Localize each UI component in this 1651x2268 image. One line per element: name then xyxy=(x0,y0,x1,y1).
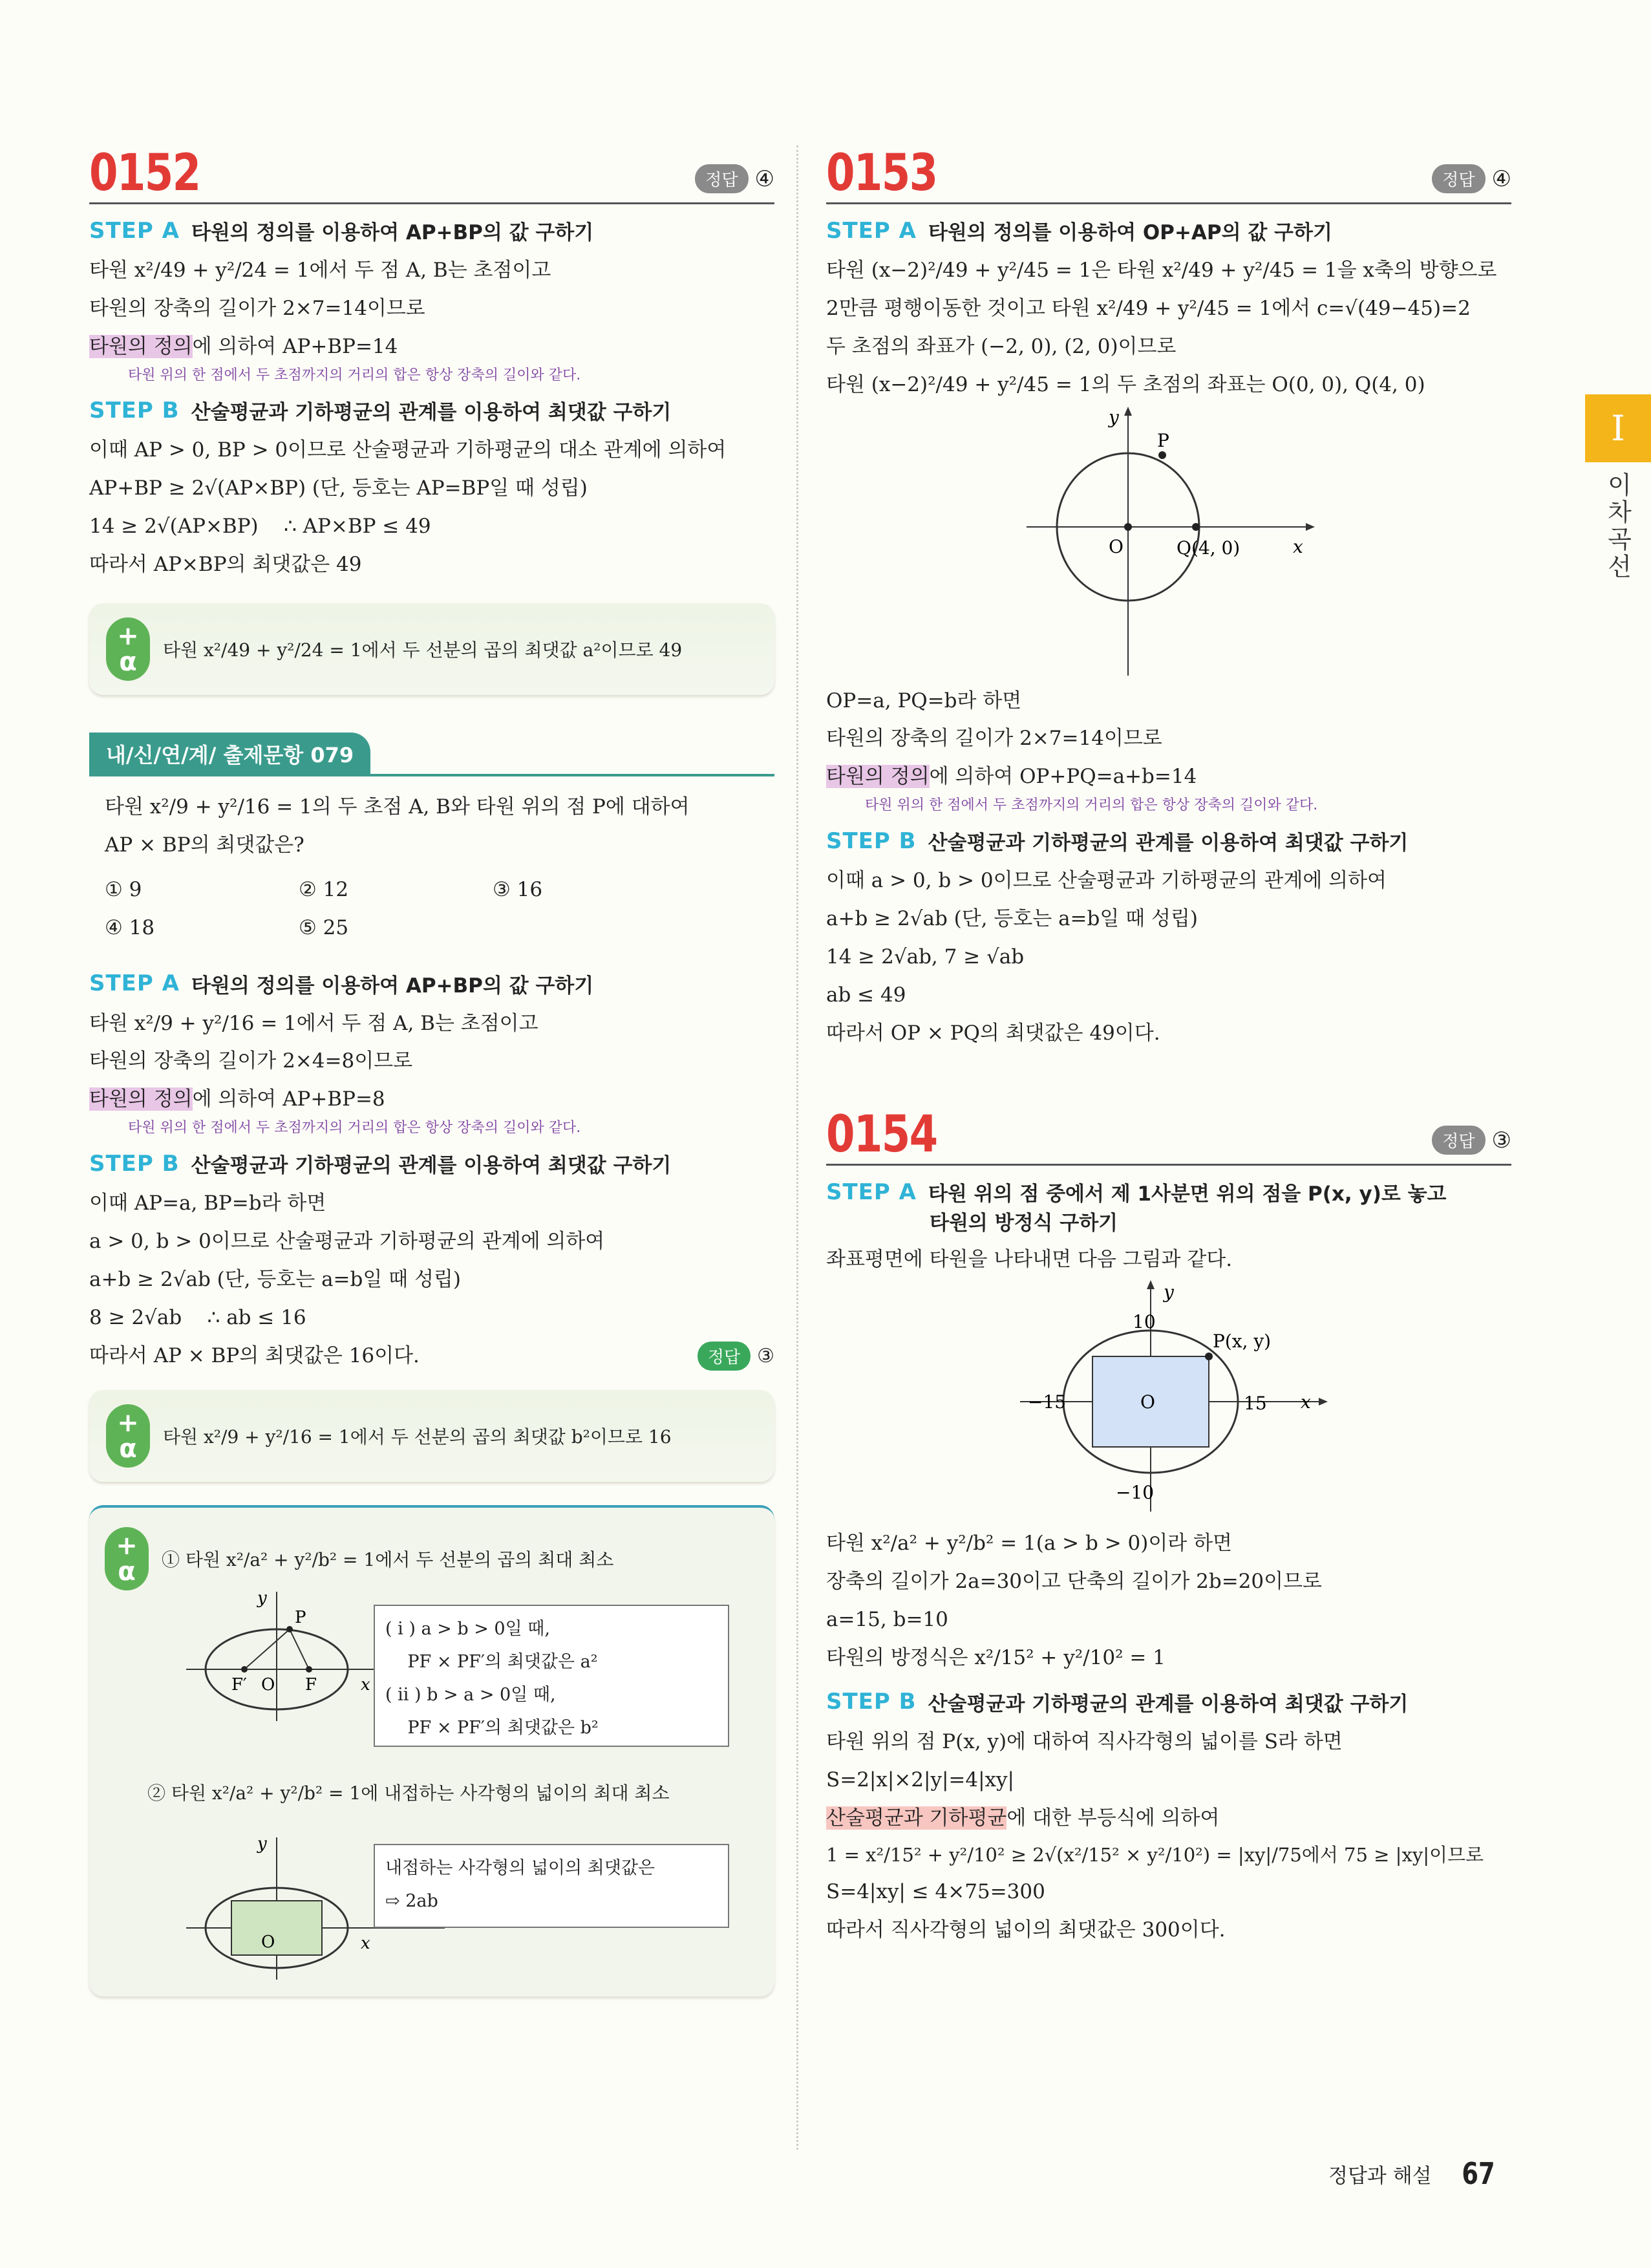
solution-line: 타원 (x−2)²/49 + y²/45 = 1은 타원 x²/49 + y²/45 = 1을 x축의 방향으로 xyxy=(826,259,1497,282)
tip-text: 타원 x²/49 + y²/24 = 1에서 두 선분의 곱의 최댓값 a²이므로 49 xyxy=(163,639,683,661)
plus-alpha-tip xyxy=(89,1390,774,1482)
step-title: 타원의 정의를 이용하여 AP+BP의 값 구하기 xyxy=(191,974,594,998)
solution-line: 타원의 장축의 길이가 2×7=14이므로 xyxy=(826,727,1162,751)
answer-pill: 정답 xyxy=(1432,164,1485,193)
step-title: 타원의 정의를 이용하여 AP+BP의 값 구하기 xyxy=(191,221,594,244)
answer-tag xyxy=(1432,1126,1511,1155)
solution-line: 따라서 직사각형의 넓이의 최댓값은 300이다. xyxy=(826,1918,1226,1942)
step-tag: STEP B xyxy=(826,1689,917,1715)
step-tag: STEP B xyxy=(89,397,180,423)
solution-line: 이때 AP > 0, BP > 0이므로 산술평균과 기하평균의 대소 관계에 의하여 xyxy=(89,438,727,462)
problem-0153-header xyxy=(826,129,1511,204)
question-079 xyxy=(89,776,774,959)
solution-line: a > 0, b > 0이므로 산술평균과 기하평균의 관계에 의하여 xyxy=(89,1229,605,1253)
step-tag: STEP A xyxy=(89,217,180,244)
section-079-bar xyxy=(89,734,774,776)
step-title: 산술평균과 기하평균의 관계를 이용하여 최댓값 구하기 xyxy=(928,1692,1409,1716)
step-tag: STEP B xyxy=(89,1150,180,1177)
solution-line: 1 = x²/15² + y²/10² ≥ 2√(x²/15² × y²/10²) = |xy|/75에서 75 ≥ |xy|이므로 xyxy=(826,1843,1484,1866)
step-b xyxy=(89,1149,774,1178)
highlight-term: 산술평균과 기하평균 xyxy=(826,1806,1007,1830)
axis-label-x: x xyxy=(361,1933,370,1953)
solution-line: 이때 a > 0, b > 0이므로 산술평균과 기하평균의 관계에 의하여 xyxy=(826,869,1387,893)
answer-value: ④ xyxy=(1491,166,1511,192)
step-title: 타원의 정의를 이용하여 OP+AP의 값 구하기 xyxy=(928,221,1332,244)
answer-value: ③ xyxy=(757,1344,774,1367)
step-a xyxy=(826,1177,1511,1206)
step-title: 타원 위의 점 중에서 제 1사분면 위의 점을 P(x, y)로 놓고 xyxy=(928,1182,1447,1206)
solution-line: 2만큼 평행이동한 것이고 타원 x²/49 + y²/45 = 1에서 c=√(49−45)=2 xyxy=(826,296,1471,320)
solution-line: S=4|xy| ≤ 4×75=300 xyxy=(826,1879,1045,1903)
step-tag: STEP A xyxy=(89,970,180,997)
origin-label: O xyxy=(1140,1391,1155,1413)
answer-tag xyxy=(695,164,774,193)
origin-label: O xyxy=(261,1932,275,1952)
highlight-term: 타원의 정의 xyxy=(89,1087,193,1111)
solution-line: 타원 x²/9 + y²/16 = 1에서 두 점 A, B는 초점이고 xyxy=(89,1011,538,1035)
column-divider xyxy=(796,145,798,2150)
choice: ② 12 xyxy=(299,877,349,901)
origin-label: O xyxy=(261,1674,275,1695)
axis-label-y: y xyxy=(1109,406,1119,428)
solution-line: a=15, b=10 xyxy=(826,1608,948,1632)
tick-label-right: 15 xyxy=(1244,1393,1267,1415)
step-a xyxy=(826,216,1511,245)
origin-label: O xyxy=(1109,535,1124,557)
solution-line: AP+BP ≥ 2√(AP×BP) (단, 등호는 AP=BP일 때 성립) xyxy=(89,476,588,500)
choice: ③ 16 xyxy=(493,877,543,901)
axis-label-y: y xyxy=(257,1588,267,1608)
step-a xyxy=(89,216,774,245)
choice: ⑤ 25 xyxy=(299,915,349,939)
question-line: 타원 x²/9 + y²/16 = 1의 두 초점 A, B와 타원 위의 점 P에 대하여 xyxy=(105,795,690,819)
answer-pill: 정답 xyxy=(698,1342,751,1371)
point-label-p: P xyxy=(295,1607,306,1627)
solution-line: 14 ≥ 2√ab, 7 ≥ √ab xyxy=(826,945,1025,968)
point-label-f: F xyxy=(305,1674,317,1695)
point-label-q: Q(4, 0) xyxy=(1177,537,1241,559)
solution-line: OP=a, PQ=b라 하면 xyxy=(826,689,1022,712)
tip-item-2: ② 타원 x²/a² + y²/b² = 1에 내접하는 사각형의 넓이의 최대 최소 xyxy=(147,1782,670,1804)
solution-line: 타원 (x−2)²/49 + y²/45 = 1의 두 초점의 좌표는 O(0, 0), Q(4, 0) xyxy=(826,372,1425,396)
step-tag: STEP B xyxy=(826,828,917,854)
highlight-line xyxy=(826,1799,1511,1837)
page-number: 67 xyxy=(1461,2156,1495,2191)
problem-number: 0154 xyxy=(826,1106,937,1164)
plus-alpha-tip xyxy=(89,603,774,695)
plus-alpha-icon: + α xyxy=(106,1404,150,1468)
plus-alpha-big-tip xyxy=(89,1505,774,1996)
solution-line: a+b ≥ 2√ab (단, 등호는 a=b일 때 성립) xyxy=(826,906,1198,930)
step-b xyxy=(826,1687,1511,1717)
step-tag: STEP A xyxy=(826,217,917,244)
definition-note: 타원 위의 한 점에서 두 초점까지의 거리의 합은 항상 장축의 길이와 같다. xyxy=(128,367,581,383)
step-b xyxy=(89,396,774,425)
axis-label-x: x xyxy=(1301,1391,1311,1413)
choices xyxy=(105,871,759,947)
answer-value: ③ xyxy=(1491,1127,1511,1153)
left-column xyxy=(89,129,774,1996)
axis-label-y: y xyxy=(257,1834,267,1854)
point-label-p: P xyxy=(1157,429,1169,451)
solution-line: 따라서 AP×BP의 최댓값은 49 xyxy=(89,553,362,577)
step-title: 산술평균과 기하평균의 관계를 이용하여 최댓값 구하기 xyxy=(928,831,1409,855)
solution-line: 타원 x²/a² + y²/b² = 1(a > b > 0)이라 하면 xyxy=(826,1532,1232,1556)
question-line: AP × BP의 최댓값은? xyxy=(105,833,304,857)
solution-line: 14 ≥ 2√(AP×BP) ∴ AP×BP ≤ 49 xyxy=(89,515,431,539)
solution-line: a+b ≥ 2√ab (단, 등호는 a=b일 때 성립) xyxy=(89,1267,461,1291)
solution-line: ab ≤ 49 xyxy=(826,983,906,1007)
definition-line xyxy=(89,328,774,366)
solution-line: 타원 x²/49 + y²/24 = 1에서 두 점 A, B는 초점이고 xyxy=(89,259,551,282)
step-b xyxy=(826,826,1511,855)
ellipse-rectangle-figure-0154 xyxy=(826,1279,1473,1524)
choice: ④ 18 xyxy=(105,915,155,939)
solution-line: 타원의 장축의 길이가 2×4=8이므로 xyxy=(89,1049,413,1073)
chapter-tab: I xyxy=(1585,394,1651,462)
solution-line: S=2|x|×2|y|=4|xy| xyxy=(826,1768,1014,1792)
solution-line: 타원의 방정식은 x²/15² + y²/10² = 1 xyxy=(826,1646,1166,1670)
definition-line xyxy=(89,1080,774,1118)
solution-line: 따라서 OP × PQ의 최댓값은 49이다. xyxy=(826,1021,1160,1045)
step-a xyxy=(89,969,774,998)
plus-alpha-icon: + α xyxy=(106,617,150,681)
tick-label-top: 10 xyxy=(1133,1311,1156,1333)
solution-line: 장축의 길이가 2a=30이고 단축의 길이가 2b=20이므로 xyxy=(826,1570,1322,1594)
axis-label-x: x xyxy=(361,1674,370,1695)
problem-number: 0153 xyxy=(826,144,937,202)
chapter-label: 이차곡선 xyxy=(1603,472,1632,581)
solution-line: 좌표평면에 타원을 나타내면 다음 그림과 같다. xyxy=(826,1248,1233,1272)
solution-line: 두 초점의 좌표가 (−2, 0), (2, 0)이므로 xyxy=(826,334,1177,358)
step-title-cont: 타원의 방정식 구하기 xyxy=(930,1212,1118,1236)
section-tab: 내/신/연/계/ 출제문항 079 xyxy=(89,733,370,775)
definition-note: 타원 위의 한 점에서 두 초점까지의 거리의 합은 항상 장축의 길이와 같다. xyxy=(128,1120,581,1137)
page-footer xyxy=(1328,2156,1499,2191)
choice: ① 9 xyxy=(105,877,142,901)
definition-rest: 에 의하여 OP+PQ=a+b=14 xyxy=(929,765,1197,789)
solution-line: 8 ≥ 2√ab ∴ ab ≤ 16 xyxy=(89,1305,306,1329)
answer-value: ④ xyxy=(754,166,774,192)
problem-0152-header xyxy=(89,129,774,204)
axis-label-y: y xyxy=(1164,1281,1174,1303)
definition-rest: 에 의하여 AP+BP=14 xyxy=(192,334,398,358)
answer-pill: 정답 xyxy=(1432,1126,1485,1155)
point-label-f-prime: F′ xyxy=(231,1674,247,1695)
tip-box-2: 내접하는 사각형의 넓이의 최댓값은 ⇨ 2ab xyxy=(374,1844,729,1928)
point-label-p: P(x, y) xyxy=(1213,1331,1272,1353)
footer-label: 정답과 해설 xyxy=(1328,2164,1432,2188)
definition-line xyxy=(826,758,1511,796)
highlight-rest: 에 대한 부등식에 의하여 xyxy=(1007,1806,1220,1830)
right-column xyxy=(826,129,1511,1949)
plus-alpha-icon: + α xyxy=(105,1527,149,1590)
highlight-term: 타원의 정의 xyxy=(826,765,930,789)
tick-label-bottom: −10 xyxy=(1116,1482,1155,1504)
highlight-term: 타원의 정의 xyxy=(89,334,193,358)
solution-line: 이때 AP=a, BP=b라 하면 xyxy=(89,1192,326,1215)
axis-label-x: x xyxy=(1293,535,1303,557)
problem-0154-header xyxy=(826,1091,1511,1166)
tip-item-1: ① 타원 x²/a² + y²/b² = 1에서 두 선분의 곱의 최대 최소 xyxy=(162,1548,614,1570)
definition-rest: 에 의하여 AP+BP=8 xyxy=(192,1087,385,1111)
answer-pill: 정답 xyxy=(695,164,748,193)
ellipse-figure-0153 xyxy=(826,404,1473,682)
tip-text: 타원 x²/9 + y²/16 = 1에서 두 선분의 곱의 최댓값 b²이므로 16 xyxy=(163,1426,672,1448)
tick-label-left: −15 xyxy=(1028,1391,1067,1413)
solution-line: 타원의 장축의 길이가 2×7=14이므로 xyxy=(89,296,425,320)
solution-line: 따라서 AP × BP의 최댓값은 16이다. xyxy=(89,1343,420,1367)
definition-note: 타원 위의 한 점에서 두 초점까지의 거리의 합은 항상 장축의 길이와 같다. xyxy=(865,797,1318,814)
problem-number: 0152 xyxy=(89,144,200,202)
step-title: 산술평균과 기하평균의 관계를 이용하여 최댓값 구하기 xyxy=(191,1154,672,1178)
step-tag: STEP A xyxy=(826,1179,917,1205)
answer-tag xyxy=(1432,164,1511,193)
solution-line: 타원 위의 점 P(x, y)에 대하여 직사각형의 넓이를 S라 하면 xyxy=(826,1729,1343,1753)
step-title: 산술평균과 기하평균의 관계를 이용하여 최댓값 구하기 xyxy=(191,401,672,425)
tip-box-1: ( i ) a > b > 0일 때, PF × PF′의 최댓값은 a² ( ii ) b > a > 0일 때, PF × PF′의 최댓값은 b² xyxy=(374,1605,729,1747)
